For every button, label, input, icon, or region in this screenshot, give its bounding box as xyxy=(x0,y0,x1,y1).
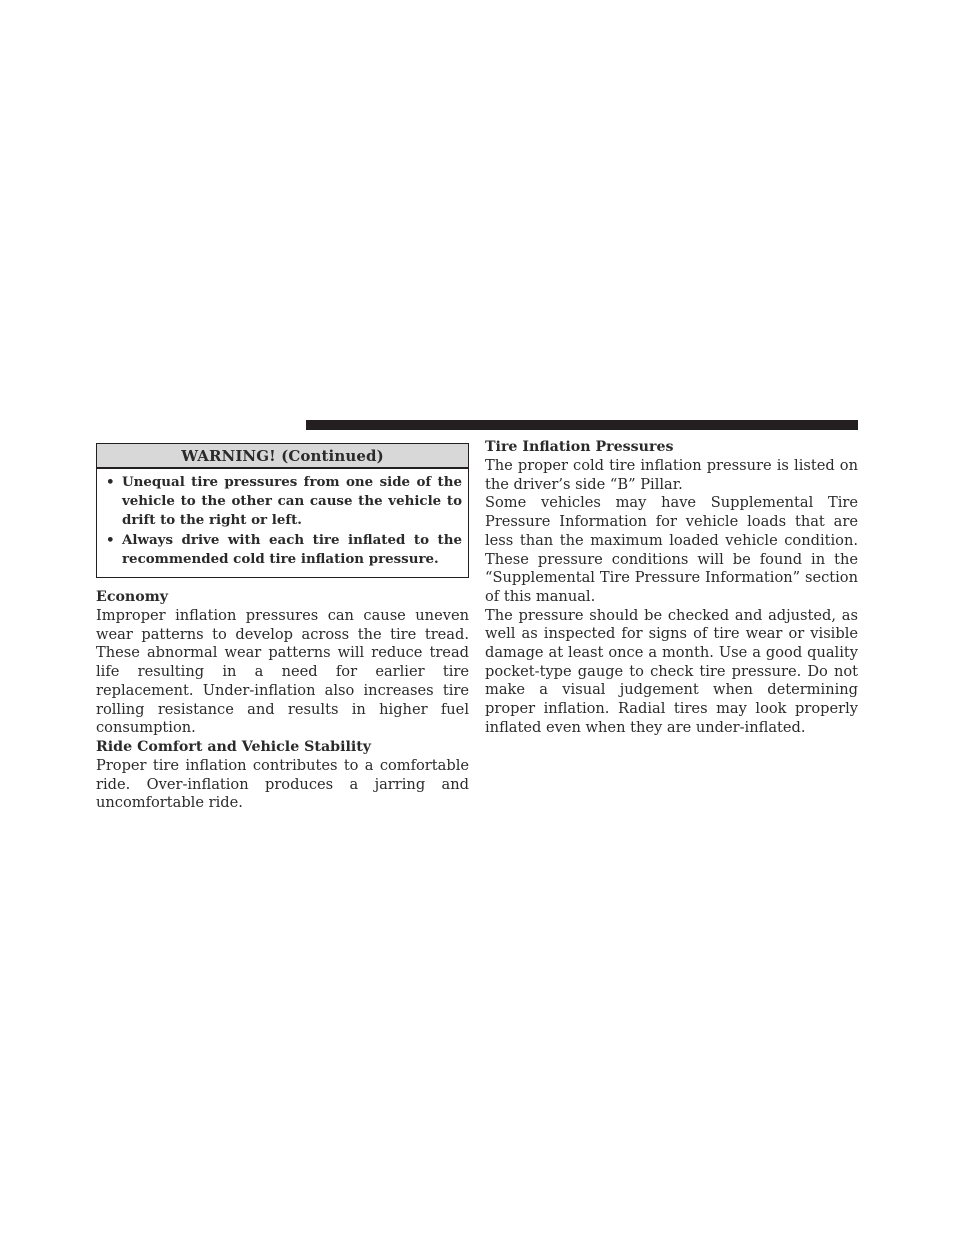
paragraph: The proper cold tire inflation pressure is listed on the driver’s side “B” Pillar. xyxy=(485,457,858,493)
section-heading-economy: Economy xyxy=(96,589,168,605)
paragraph: Proper tire inflation contributes to a comfortable ride. Over-inflation produces a jarring and uncomfortable ride. xyxy=(96,756,469,812)
warning-item: • Always drive with each tire inflated to the recommended cold tire inflation pressure. xyxy=(105,531,462,569)
warning-list xyxy=(97,469,468,577)
section-heading-tire-inflation: Tire Inflation Pressures xyxy=(485,439,674,455)
section-heading-ride-comfort: Ride Comfort and Vehicle Stability xyxy=(96,738,372,755)
paragraph: Improper inflation pressures can cause uneven wear patterns to develop across the tire tread. These abnormal wear patterns will reduce tread life resulting in a need for earlier tire replacement. Under-inflation also increases tire rolling resistance and results in higher fuel consumption. xyxy=(96,607,469,737)
right-column xyxy=(485,438,858,738)
paragraph: The pressure should be checked and adjusted, as well as inspected for signs of tire wear or visible damage at least once a month. Use a good quality pocket-type gauge to check tire pressure. Do not make a visual judgement when determining proper inflation. Radial tires may look properly inflated even when they are under-inflated. xyxy=(485,606,858,736)
warning-title: WARNING! (Continued) xyxy=(97,444,468,469)
paragraph: Some vehicles may have Supplemental Tire Pressure Information for vehicle loads that are less than the maximum loaded vehicle condition. These pressure conditions will be found in the “Supplemental Tire Pressure Information” section of this manual. xyxy=(485,494,858,605)
section-rule xyxy=(306,420,858,430)
left-column xyxy=(96,443,469,813)
warning-item: • Unequal tire pressures from one side of the vehicle to the other can cause the vehicle to drift to the right or left. xyxy=(105,473,462,530)
warning-box xyxy=(96,443,469,578)
